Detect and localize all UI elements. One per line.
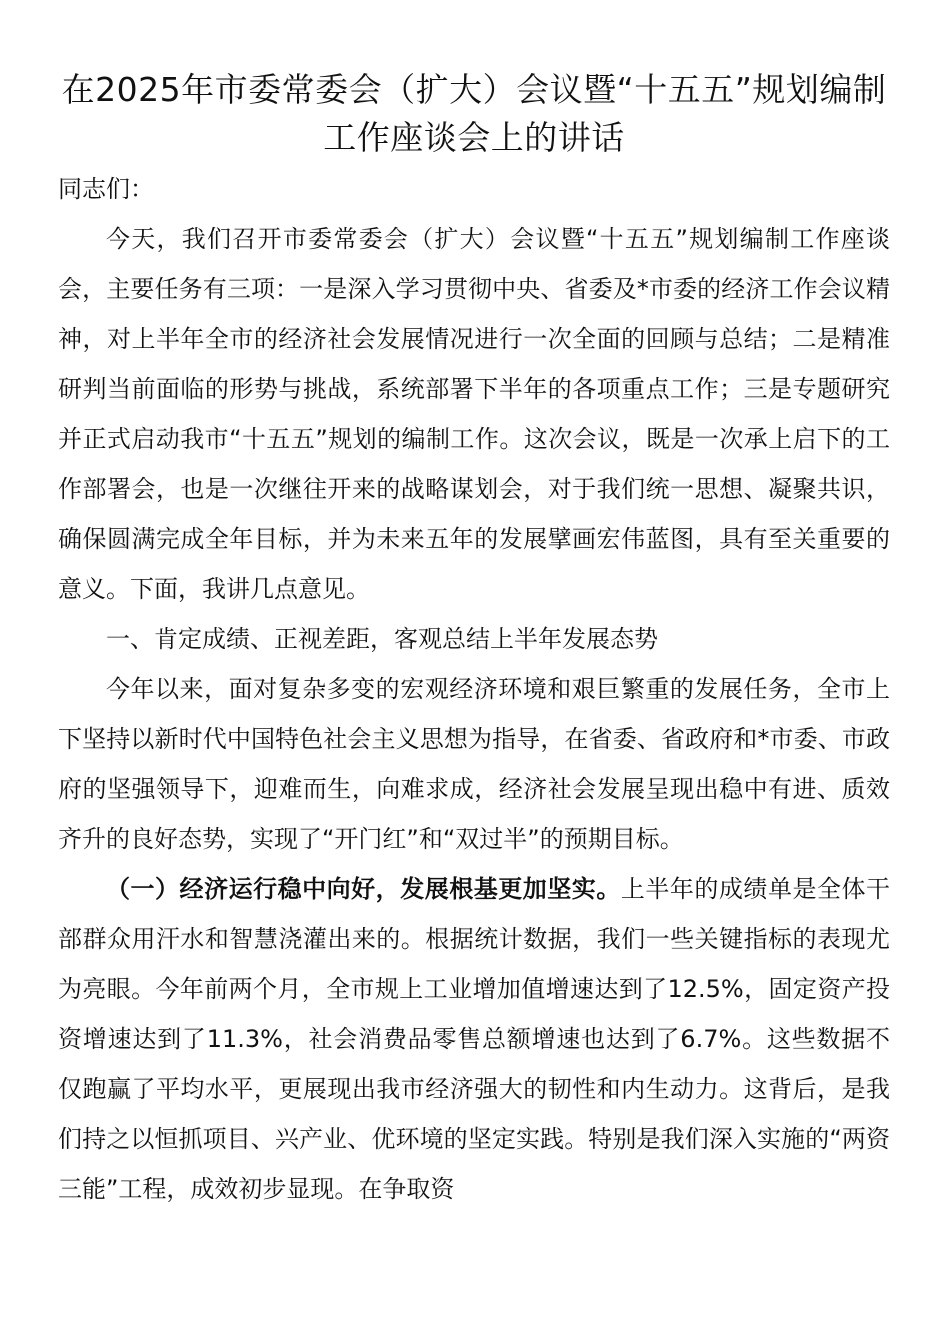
document-title: 在2025年市委常委会（扩大）会议暨“十五五”规划编制工作座谈会上的讲话 [61, 70, 887, 157]
subsection-text: 上半年的成绩单是全体干部群众用汗水和智慧浇灌出来的。根据统计数据，我们一些关键指标的表现尤为亮眼。今年前两个月，全市规上工业增加值增速达到了12.5%，固定资产投资增速达到了11.3%，社会消费品零售总额增速也达到了6.7%。这些数据不仅跑赢了平均水平，更展现出我市经济强大的韧性和内生动力。这背后，是我们持之以恒抓项目、兴产业、优环境的坚定实践。特别是我们深入实施的“两资三能”工程，成效初步显现。在争取资 [58, 875, 891, 1203]
subsection-paragraph [58, 864, 890, 1214]
subsection-heading: （一）经济运行稳中向好，发展根基更加坚实。 [106, 875, 621, 903]
intro-paragraph: 今天，我们召开市委常委会（扩大）会议暨“十五五”规划编制工作座谈会，主要任务有三项：一是深入学习贯彻中央、省委及*市委的经济工作会议精神，对上半年全市的经济社会发展情况进行一次全面的回顾与总结；二是精准研判当前面临的形势与挑战，系统部署下半年的各项重点工作；三是专题研究并正式启动我市“十五五”规划的编制工作。这次会议，既是一次承上启下的工作部署会，也是一次继往开来的战略谋划会，对于我们统一思想、凝聚共识，确保圆满完成全年目标，并为未来五年的发展擘画宏伟蓝图，具有至关重要的意义。下面，我讲几点意见。 [58, 225, 890, 603]
section-heading: 一、肯定成绩、正视差距，客观总结上半年发展态势 [106, 625, 658, 653]
summary-paragraph: 今年以来，面对复杂多变的宏观经济环境和艰巨繁重的发展任务，全市上下坚持以新时代中国特色社会主义思想为指导，在省委、省政府和*市委、市政府的坚强领导下，迎难而生，向难求成，经济社会发展呈现出稳中有进、质效齐升的良好态势，实现了“开门红”和“双过半”的预期目标。 [58, 675, 890, 853]
salutation: 同志们： [58, 175, 154, 203]
document-body [58, 164, 890, 1214]
